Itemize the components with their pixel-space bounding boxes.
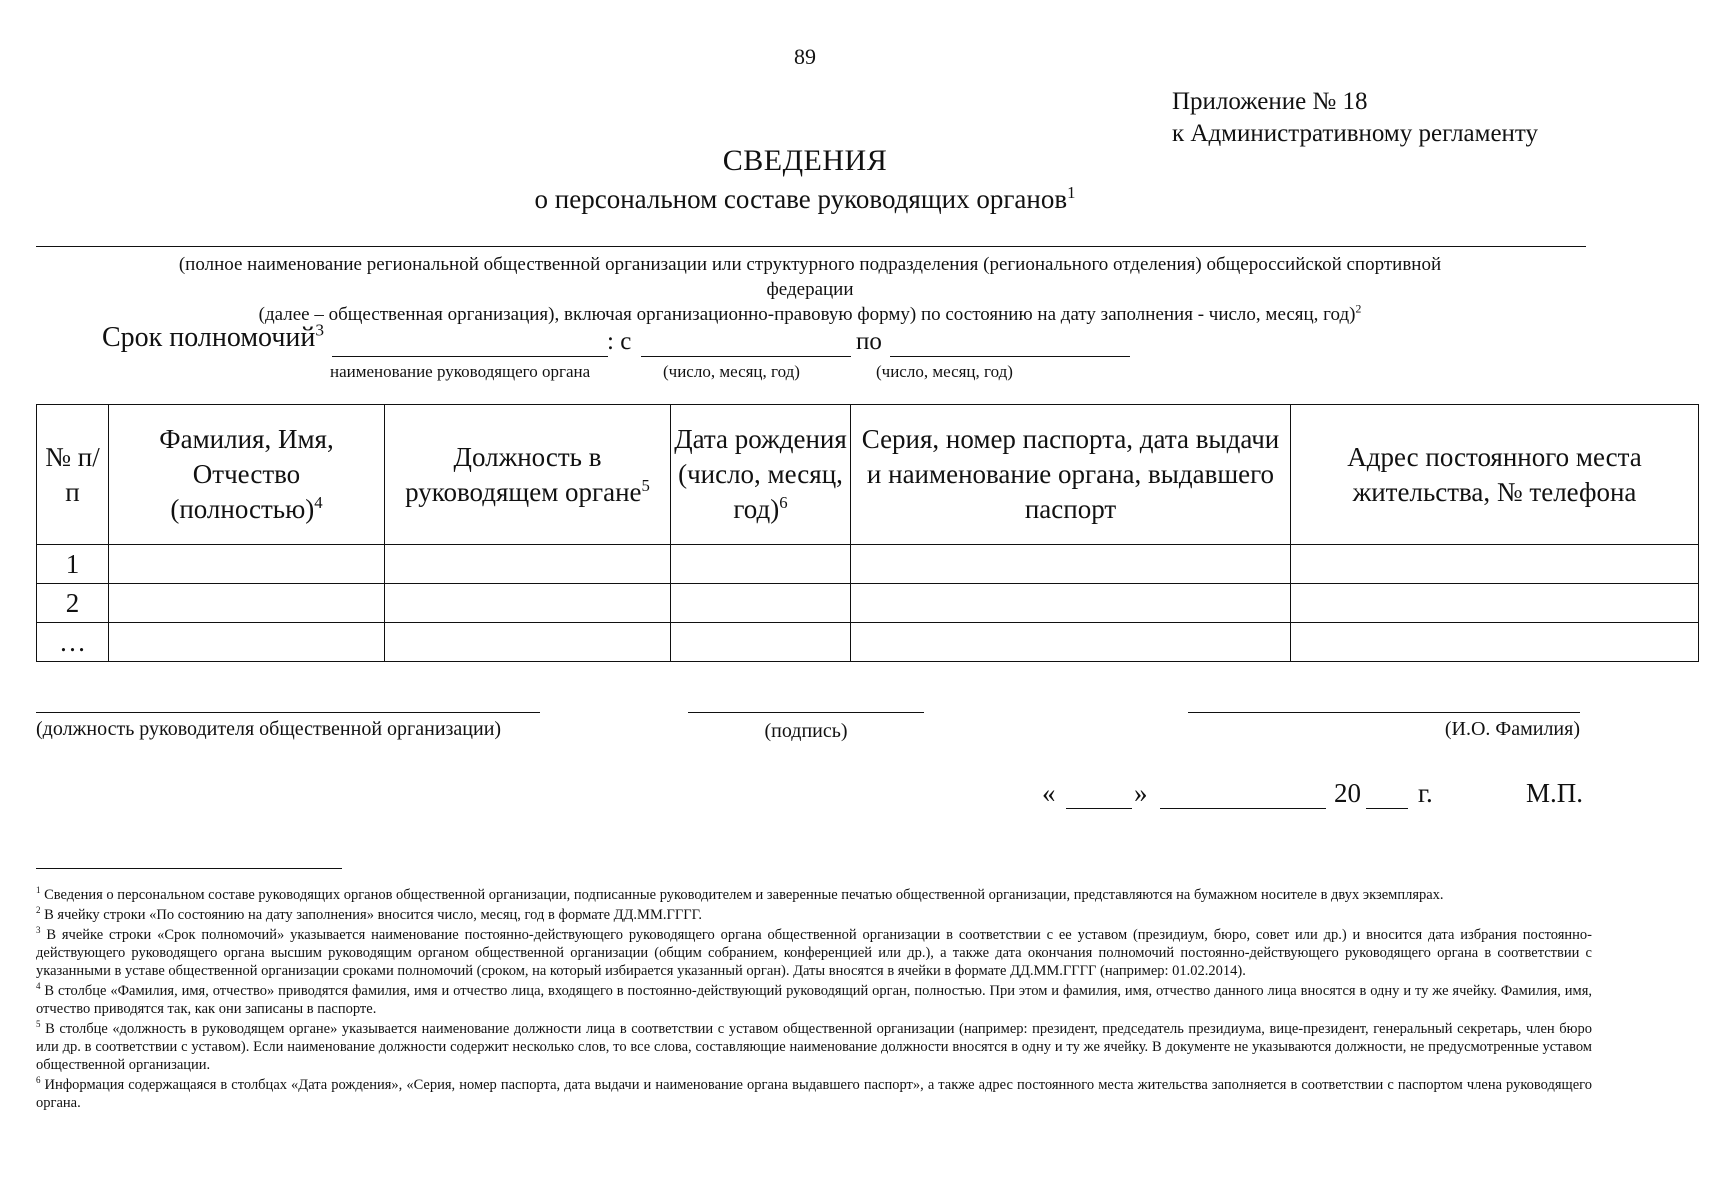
cell-birth-date[interactable] — [671, 623, 851, 662]
governing-body-field[interactable] — [332, 356, 608, 357]
footnote-6: $^6$ Информация содержащаяся в столбцах «Дата рождения», «Серия, номер паспорта, дата выдачи и наименование органа выдавшего паспорт», а также адрес постоянного места жительства заполняется в соответствии с паспортом члена руководящего органа. — [36, 1075, 1592, 1111]
footnote-3: $^3$ В ячейке строки «Срок полномочий» указывается наименование постоянно-действующего руководящего органа общественной организации в соответствии с ее уставом (президиум, бюро, совет или др.) и вносится дата избрания постоянно-действующего руководящего органа высшим руководящим органом общественной организации (общим собранием, конференцией или др.), а также дата окончания полномочий постоянно-действующего руководящего органа в соответствии с указанными в уставе общественной организации сроками полномочий (сроком, на который избирается указанный орган). Даты вносятся в ячейки в формате ДД.ММ.ГГГГ (например: 01.02.2014). — [36, 925, 1592, 979]
col-header-address: Адрес постоянного места жительства, № телефона — [1291, 405, 1699, 545]
name-caption: (И.О. Фамилия) — [1444, 718, 1580, 740]
page-number: 89 — [794, 44, 816, 69]
date-open-quote: « — [1042, 778, 1056, 808]
term-from-field[interactable] — [641, 356, 851, 357]
footnote-ref-2: 2 — [1355, 302, 1362, 316]
footnotes — [36, 886, 1592, 1114]
col-header-passport: Серия, номер паспорта, дата выдачи и наименование органа, выдавшего паспорт — [851, 405, 1291, 545]
term-to-label: по — [856, 328, 882, 355]
cell-address[interactable] — [1291, 584, 1699, 623]
date-year-prefix: 20 — [1334, 778, 1361, 808]
cell-address[interactable] — [1291, 545, 1699, 584]
signature-line[interactable] — [688, 712, 924, 713]
cell-address[interactable] — [1291, 623, 1699, 662]
term-from-caption: (число, месяц, год) — [663, 362, 800, 381]
row-number: 2 — [37, 584, 109, 623]
governing-body-caption: наименование руководящего органа — [330, 362, 591, 381]
org-name-caption — [60, 252, 1560, 327]
org-caption-line-2: федерации — [766, 279, 854, 300]
cell-passport[interactable] — [851, 545, 1291, 584]
org-caption-line-3-text: (далее – общественная организация), включая организационно-правовую форму) по состоянию на дату заполнения - число, месяц, год) — [258, 304, 1356, 325]
org-caption-line-1: (полное наименование региональной общественной организации или структурного подразделения (регионального отделения) общероссийской спортивной — [178, 254, 1442, 275]
date-year-suffix: г. — [1418, 778, 1433, 808]
term-label-text: Срок полномочий — [102, 322, 316, 353]
col-header-position: Должность в руководящем органе$^5$ — [385, 405, 671, 545]
footnote-5: $^5$ В столбце «должность в руководящем органе» указывается наименование должности лица в соответствии с уставом общественной организации (например: президент, председатель президиума, вице-президент, генеральный секретарь, член бюро или др. в соответствии с уставом). Если наименование должности содержит несколько слов, то все слова, составляющие наименование должности вносятся в одну и ту же ячейку. В документе не указываются должности, не предусмотренные уставом общественной организации. — [36, 1019, 1592, 1073]
term-label — [102, 322, 324, 354]
table-row — [37, 623, 1699, 662]
col-header-number: № п/п — [37, 405, 109, 545]
position-signature-line[interactable] — [36, 712, 540, 713]
document-title: СВЕДЕНИЯ — [722, 144, 888, 177]
cell-birth-date[interactable] — [671, 584, 851, 623]
footnote-ref-5: 5 — [641, 475, 650, 495]
term-to-field[interactable] — [890, 356, 1130, 357]
date-month-field[interactable] — [1160, 808, 1326, 809]
position-caption: (должность руководителя общественной организации) — [36, 718, 502, 740]
table-header-row — [37, 405, 1699, 545]
footnote-1: $^1$ Сведения о персональном составе руководящих органов общественной организации, подписанные руководителем и заверенные печатью общественной организации, представляются на бумажном носителе в двух экземплярах. — [36, 885, 1444, 903]
document-subtitle — [0, 184, 1610, 215]
appendix-number: Приложение № 18 — [1172, 88, 1368, 115]
signature-caption: (подпись) — [764, 720, 848, 742]
name-signature-line[interactable] — [1188, 712, 1580, 713]
term-from-label: : с — [607, 328, 632, 355]
cell-full-name[interactable] — [109, 584, 385, 623]
col-header-full-name: Фамилия, Имя, Отчество (полностью)$^4$ — [109, 405, 385, 545]
org-name-line[interactable] — [36, 246, 1586, 247]
cell-passport[interactable] — [851, 623, 1291, 662]
subtitle-text: о персональном составе руководящих органов — [534, 184, 1068, 214]
appendix-regulation: к Административному регламенту — [1172, 120, 1539, 147]
footnote-ref-3: 3 — [315, 320, 325, 340]
date-close-quote: » — [1134, 778, 1148, 808]
footnote-ref-1: 1 — [1067, 183, 1076, 202]
table-row — [37, 545, 1699, 584]
date-day-field[interactable] — [1066, 808, 1132, 809]
appendix-reference — [1172, 86, 1538, 150]
cell-full-name[interactable] — [109, 545, 385, 584]
footnote-ref-6: 6 — [779, 493, 788, 512]
row-number: … — [37, 623, 109, 662]
cell-passport[interactable] — [851, 584, 1291, 623]
cell-position[interactable] — [385, 545, 671, 584]
footnote-2: $^2$ В ячейку строки «По состоянию на дату заполнения» вносится число, месяц, год в формате ДД.ММ.ГГГГ. — [36, 905, 702, 923]
date-year-field[interactable] — [1366, 808, 1408, 809]
term-to-caption: (число, месяц, год) — [876, 362, 1013, 381]
footnote-separator — [36, 868, 342, 869]
row-number: 1 — [37, 545, 109, 584]
col-header-birth-date: Дата рождения (число, месяц, год)$^6$ — [671, 405, 851, 545]
governing-body-table — [36, 404, 1699, 662]
cell-position[interactable] — [385, 584, 671, 623]
stamp-placeholder: М.П. — [1526, 778, 1584, 808]
table-row — [37, 584, 1699, 623]
cell-birth-date[interactable] — [671, 545, 851, 584]
footnote-4: $^4$ В столбце «Фамилия, имя, отчество» приводятся фамилия, имя и отчество лица, входящего в постоянно-действующий руководящий орган, полностью. При этом и фамилия, имя, отчество данного лица вносятся в одну и ту же ячейку. Фамилия, имя, отчество приводятся так, как они записаны в паспорте. — [36, 981, 1592, 1017]
cell-full-name[interactable] — [109, 623, 385, 662]
footnote-ref-4: 4 — [314, 493, 323, 512]
cell-position[interactable] — [385, 623, 671, 662]
